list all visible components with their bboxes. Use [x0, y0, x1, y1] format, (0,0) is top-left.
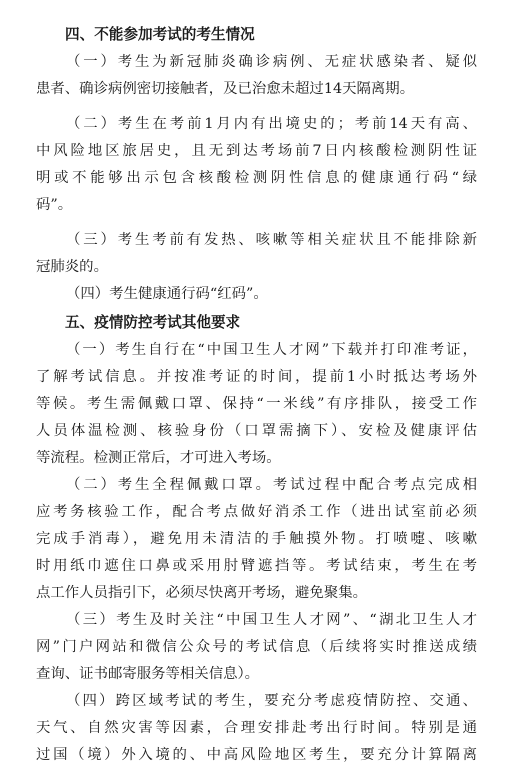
s4-p4-line1: （四）考生健康通行码“红码”。 [66, 286, 268, 302]
section-heading-5: 五、疫情防控考试其他要求 [65, 314, 241, 331]
s5-p1-line4: 人员体温检测、核验身份（口罩需摘下）、安检及健康评估 [36, 423, 477, 439]
s5-p1-line3: 等候。考生需佩戴口罩、保持“一米线”有序排队，接受工作 [36, 396, 477, 412]
s5-p2-line4: 时用纸巾遮住口鼻或采用肘臂遮挡等。考试结束，考生在考 [36, 558, 477, 574]
s5-p2-line5: 点工作人员指引下，必须尽快离开考场，避免聚集。 [36, 585, 367, 601]
s5-p3-line2: 网”门户网站和微信公众号的考试信息（后续将实时推送成绩 [36, 639, 477, 655]
s5-p2-line2: 应考务核验工作，配合考点做好消杀工作（进出试室前必须 [36, 504, 477, 520]
s4-p2-line1: （二）考生在考前1月内有出境史的；考前14天有高、 [66, 116, 477, 132]
s5-p3-line3: 查询、证书邮寄服务等相关信息）。 [36, 666, 260, 682]
s5-p4-line1: （四）跨区域考试的考生，要充分考虑疫情防控、交通、 [66, 693, 477, 709]
s5-p4-line2: 天气、自然灾害等因素，合理安排赴考出行时间。特别是通 [36, 720, 477, 736]
s5-p2-line1: （二）考生全程佩戴口罩。考试过程中配合考点完成相 [66, 477, 477, 493]
section-heading-4: 四、不能参加考试的考生情况 [65, 26, 255, 43]
s5-p4-line3: 过国（境）外入境的、中高风险地区考生，要充分计算隔离 [36, 747, 477, 763]
s5-p3-line1: （三）考生及时关注“中国卫生人才网”、“湖北卫生人才 [66, 612, 477, 628]
s4-p2-line4: 码”。 [36, 197, 73, 213]
s5-p1-line1: （一）考生自行在“中国卫生人才网”下载并打印准考证， [66, 342, 477, 358]
s4-p2-line2: 中风险地区旅居史，且无到达考场前7日内核酸检测阴性证 [36, 143, 477, 159]
s4-p1-line1: （一）考生为新冠肺炎确诊病例、无症状感染者、疑似 [66, 54, 477, 70]
s5-p1-line5: 等流程。检测正常后，才可进入考场。 [36, 450, 281, 466]
s4-p3-line2: 冠肺炎的。 [36, 259, 108, 275]
document-page [36, 20, 477, 769]
s5-p2-line3: 完成手消毒），避免用未清洁的手触摸外物。打喷嚏、咳嗽 [36, 531, 477, 547]
s4-p2-line3: 明或不能够出示包含核酸检测阴性信息的健康通行码“绿 [36, 170, 477, 186]
s4-p3-line1: （三）考生考前有发热、咳嗽等相关症状且不能排除新 [66, 232, 477, 248]
s5-p1-line2: 了解考试信息。并按准考证的时间，提前1小时抵达考场外 [36, 369, 477, 385]
s4-p1-line2: 患者、确诊病例密切接触者，及已治愈未超过14天隔离期。 [36, 81, 415, 97]
